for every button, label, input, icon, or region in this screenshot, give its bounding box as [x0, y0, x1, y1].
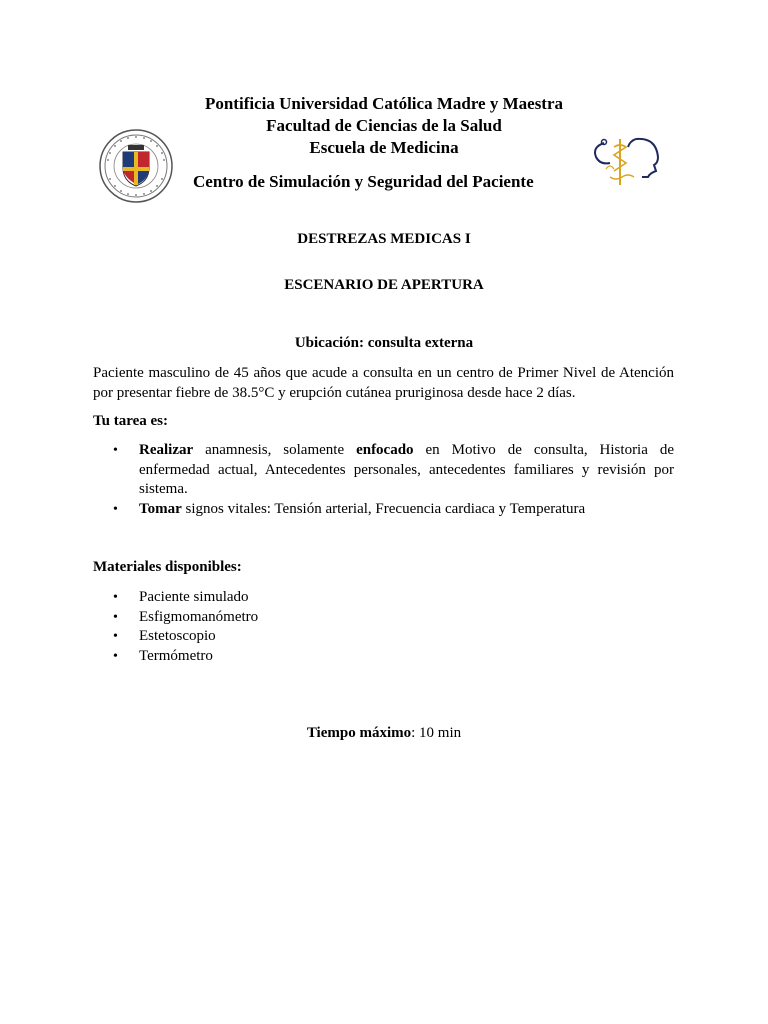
list-item [93, 608, 674, 628]
document-header [0, 88, 768, 208]
bullet-icon: • [113, 648, 118, 664]
list-item [93, 627, 674, 647]
course-title: DESTREZAS MEDICAS I [297, 231, 471, 247]
bullet-icon: • [113, 501, 118, 517]
bullet-icon: • [113, 443, 118, 458]
header-center: Centro de Simulación y Seguridad del Paciente [193, 172, 534, 191]
task-text: signos vitales: Tensión arterial, Frecuencia cardiaca y Temperatura [181, 500, 586, 517]
header-university: Pontificia Universidad Católica Madre y Maestra [204, 94, 564, 113]
task-emphasis: enfocado [356, 442, 414, 458]
bullet-icon: • [113, 629, 118, 644]
task-verb: Tomar [139, 500, 182, 517]
materials-label: Materiales disponibles: [93, 559, 242, 575]
task-label: Tu tarea es: [93, 413, 168, 429]
task-verb: Realizar [139, 442, 194, 458]
time-label: Tiempo máximo [306, 725, 412, 741]
case-description: Paciente masculino de 45 años que acude a consulta en un centro de Primer Nivel de Atención por presentar fiebre de 38.5°C y erupción cutánea pruriginosa desde hace 2 días. [93, 365, 674, 401]
list-item [93, 441, 674, 500]
bullet-icon: • [113, 590, 118, 605]
time-value: : 10 min [411, 725, 462, 741]
material-item: Esfigmomanómetro [139, 608, 259, 625]
simulation-center-logo [590, 133, 664, 189]
bullet-icon: • [113, 609, 118, 625]
location-line: Ubicación: consulta externa [294, 335, 474, 351]
list-item [93, 500, 674, 520]
task-list [93, 441, 674, 519]
scenario-title: ESCENARIO DE APERTURA [284, 277, 484, 293]
task-text: anamnesis, solamente [193, 442, 357, 458]
time-limit [0, 725, 768, 742]
materials-list [93, 588, 674, 666]
list-item [93, 588, 674, 608]
task-text: en Motivo de consulta, Historia de enfermedad actual, Antecedentes personales, antecedentes familiares y revisión por sistema. [139, 442, 675, 497]
material-item: Estetoscopio [139, 628, 216, 644]
material-item: Paciente simulado [139, 589, 249, 605]
list-item [93, 647, 674, 667]
header-school: Escuela de Medicina [309, 138, 459, 157]
header-faculty: Facultad de Ciencias de la Salud [266, 116, 502, 135]
material-item: Termómetro [139, 647, 213, 664]
